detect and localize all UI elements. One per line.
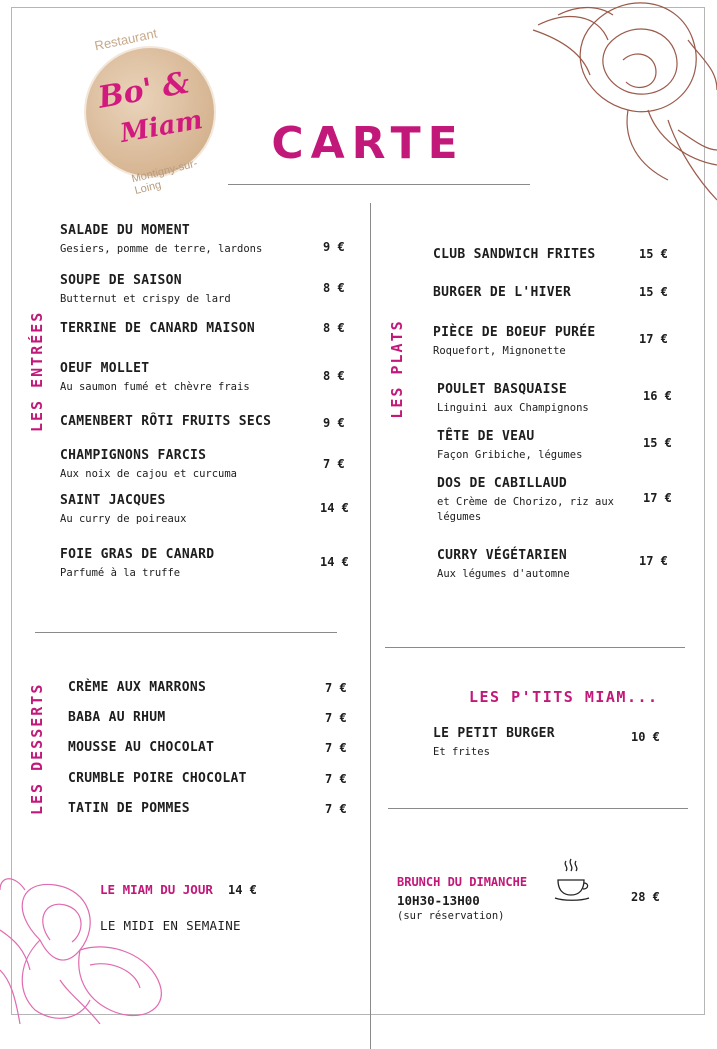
item-description: Butternut et crispy de lard	[60, 293, 231, 305]
plats-divider	[385, 647, 685, 648]
menu-item-ptits-miam	[433, 726, 555, 760]
item-price: 7 €	[325, 681, 347, 695]
item-description: Linguini aux Champignons	[437, 402, 589, 414]
miam-du-jour-price: 14 €	[228, 883, 257, 897]
menu-item-dessert	[68, 801, 190, 816]
menu-item-entree	[60, 361, 250, 395]
item-description: Roquefort, Mignonette	[433, 345, 566, 357]
item-price: 17 €	[643, 491, 672, 505]
menu-item-dessert	[68, 680, 206, 695]
menu-item-plat	[433, 285, 571, 300]
item-price: 9 €	[323, 240, 345, 254]
menu-item-entree	[60, 414, 271, 429]
item-description: Au saumon fumé et chèvre frais	[60, 381, 250, 393]
menu-item-entree	[60, 547, 214, 581]
menu-item-dessert	[68, 710, 166, 725]
item-name: CLUB SANDWICH FRITES	[433, 247, 596, 262]
item-name: SALADE DU MOMENT	[60, 223, 191, 238]
menu-item-entree	[60, 223, 262, 257]
logo-name-line1: Bo' &	[95, 65, 193, 116]
item-name: MOUSSE AU CHOCOLAT	[68, 740, 215, 755]
item-description: Et frites	[433, 746, 490, 758]
item-name: CRÈME AUX MARRONS	[68, 680, 207, 695]
item-price: 8 €	[323, 321, 345, 335]
logo-bottom-text: Montigny-sur-Loing	[130, 157, 199, 198]
brunch-hours: 10H30-13H00	[397, 893, 480, 908]
menu-item-plat	[437, 382, 589, 416]
item-name: FOIE GRAS DE CANARD	[60, 547, 215, 562]
item-price: 10 €	[631, 730, 660, 744]
entrees-divider	[35, 632, 337, 633]
item-name: CAMENBERT RÔTI FRUITS SECS	[60, 414, 272, 429]
coffee-cup-icon	[553, 858, 591, 902]
plats-label: LES PLATS	[388, 319, 406, 419]
menu-item-entree	[60, 321, 255, 336]
item-description: Aux légumes d'automne	[437, 568, 570, 580]
item-price: 7 €	[323, 457, 345, 471]
logo-top-text: Restaurant	[93, 25, 159, 54]
item-name: DOS DE CABILLAUD	[437, 476, 568, 491]
item-price: 7 €	[325, 741, 347, 755]
entrees-label: LES ENTRÉES	[28, 310, 46, 432]
item-description: Parfumé à la truffe	[60, 567, 181, 579]
menu-item-entree	[60, 493, 186, 527]
item-price: 17 €	[639, 332, 668, 346]
item-name: BURGER DE L'HIVER	[433, 285, 572, 300]
brunch-price: 28 €	[631, 890, 660, 904]
item-name: SAINT JACQUES	[60, 493, 166, 508]
item-name: SOUPE DE SAISON	[60, 273, 182, 288]
item-price: 17 €	[639, 554, 668, 568]
logo-name-line2: Miam	[118, 105, 205, 149]
item-name: TERRINE DE CANARD MAISON	[60, 321, 256, 336]
item-description: Gesiers, pomme de terre, lardons	[60, 243, 263, 255]
item-name: POULET BASQUAISE	[437, 382, 568, 397]
item-description: et Crème de Chorizo, riz aux légumes	[437, 496, 615, 523]
item-price: 8 €	[323, 369, 345, 383]
item-name: OEUF MOLLET	[60, 361, 150, 376]
miam-du-jour-note: LE MIDI EN SEMAINE	[100, 918, 241, 933]
menu-item-plat	[437, 429, 582, 463]
item-description: Au curry de poireaux	[60, 513, 187, 525]
menu-item-plat	[433, 247, 596, 262]
item-name: PIÈCE DE BOEUF PURÉE	[433, 325, 596, 340]
column-divider	[370, 203, 371, 1049]
item-price: 9 €	[323, 416, 345, 430]
menu-item-entree	[60, 448, 237, 482]
flower-illustration-top-right	[528, 0, 717, 205]
item-description: Aux noix de cajou et curcuma	[60, 468, 238, 480]
item-price: 15 €	[639, 285, 668, 299]
item-name: LE PETIT BURGER	[433, 726, 555, 741]
item-name: TATIN DE POMMES	[68, 801, 190, 816]
menu-item-plat	[437, 548, 570, 582]
item-price: 8 €	[323, 281, 345, 295]
page-title: CARTE	[271, 118, 465, 169]
item-price: 14 €	[320, 555, 349, 569]
menu-item-plat	[437, 476, 632, 525]
item-price: 15 €	[643, 436, 672, 450]
item-name: CRUMBLE POIRE CHOCOLAT	[68, 771, 247, 786]
item-name: CHAMPIGNONS FARCIS	[60, 448, 207, 463]
item-price: 14 €	[320, 501, 349, 515]
item-name: BABA AU RHUM	[68, 710, 166, 725]
menu-item-dessert	[68, 740, 214, 755]
item-description: Façon Gribiche, légumes	[437, 449, 583, 461]
miam-du-jour-label: LE MIAM DU JOUR	[100, 882, 213, 897]
desserts-label: LES DESSERTS	[28, 682, 46, 815]
brunch-label: BRUNCH DU DIMANCHE	[397, 875, 528, 889]
item-price: 15 €	[639, 247, 668, 261]
item-price: 16 €	[643, 389, 672, 403]
item-price: 7 €	[325, 711, 347, 725]
item-name: CURRY VÉGÉTARIEN	[437, 548, 568, 563]
menu-item-dessert	[68, 771, 247, 786]
menu-item-plat	[433, 325, 596, 359]
brunch-note: (sur réservation)	[397, 910, 505, 922]
restaurant-logo	[76, 25, 226, 198]
ptits-miam-heading: LES P'TITS MIAM...	[469, 688, 659, 706]
title-underline	[228, 184, 530, 185]
ptits-miam-divider	[388, 808, 688, 809]
menu-item-entree	[60, 273, 231, 307]
item-price: 7 €	[325, 772, 347, 786]
item-name: TÊTE DE VEAU	[437, 429, 535, 444]
item-price: 7 €	[325, 802, 347, 816]
